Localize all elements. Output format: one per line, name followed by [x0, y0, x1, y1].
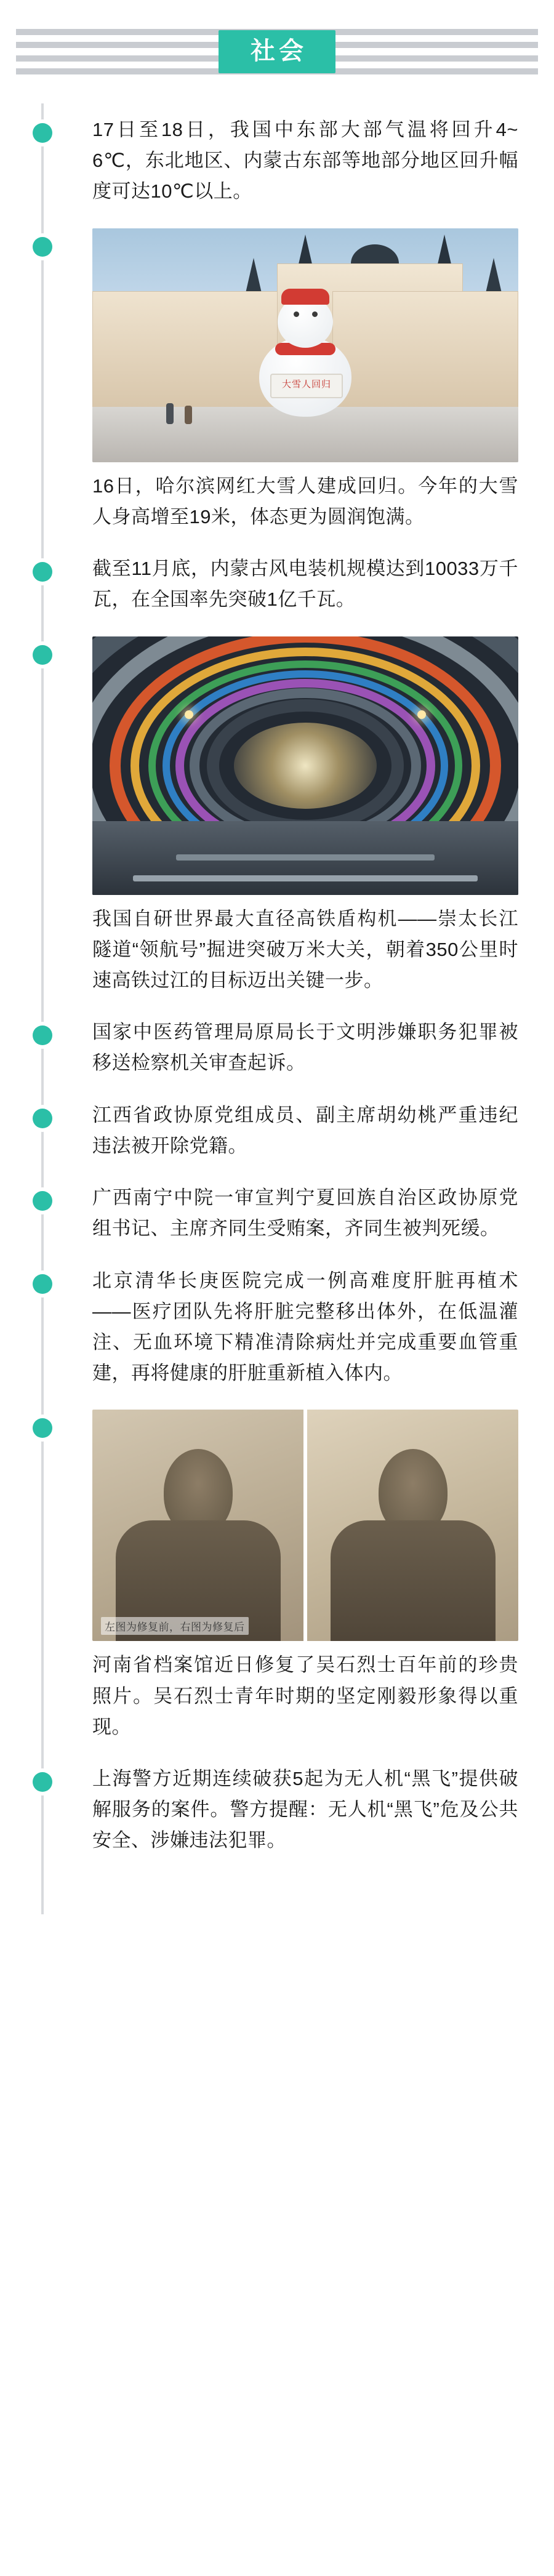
news-text: 河南省档案馆近日修复了吴石烈士百年前的珍贵照片。吴石烈士青年时期的坚定刚毅形象得以重现。	[92, 1654, 518, 1738]
list-item	[0, 636, 554, 997]
snowman-hat	[281, 289, 329, 305]
news-text: 16日，哈尔滨网红大雪人建成回归。今年的大雪人身高增至19米，体态更为圆润饱满。	[92, 475, 518, 528]
list-item	[0, 1017, 554, 1078]
harbin-snowman-image	[92, 228, 518, 462]
timeline-dot-icon	[33, 562, 52, 582]
list-item	[0, 1182, 554, 1244]
news-text: 截至11月底，内蒙古风电装机规模达到10033万千瓦，在全国率先突破1亿千瓦。	[92, 558, 518, 611]
list-item	[0, 1100, 554, 1162]
snowman-sign-text: 大雪人回归	[270, 374, 343, 398]
list-item	[0, 228, 554, 532]
snowman-illustration	[259, 296, 351, 417]
timeline-dot-icon	[33, 1772, 52, 1792]
news-figure	[92, 228, 518, 532]
news-text: 我国自研世界最大直径高铁盾构机——崇太长江隧道“领航号”掘进突破万米大关，朝着350公里时速高铁过江的目标迈出关键一步。	[92, 907, 518, 991]
tunnel-image	[92, 636, 518, 895]
list-item	[0, 1763, 554, 1856]
snowman-eye	[312, 311, 318, 317]
tunnel-rail	[133, 875, 478, 881]
photo-after	[307, 1410, 518, 1641]
list-item	[0, 1410, 554, 1743]
timeline	[0, 103, 554, 1914]
timeline-dot-icon	[33, 1274, 52, 1294]
list-item	[0, 1266, 554, 1389]
building-right	[332, 291, 518, 409]
news-text: 上海警方近期连续破获5起为无人机“黑飞”提供破解服务的案件。警方提醒：无人机“黑飞”危及公共安全、涉嫌违法犯罪。	[92, 1768, 518, 1852]
tunnel-lamp-icon	[185, 710, 193, 719]
tunnel-vanishing-point	[234, 723, 377, 809]
photo-restoration-image	[92, 1410, 518, 1641]
news-figure	[92, 1410, 518, 1743]
news-text: 北京清华长庚医院完成一例高难度肝脏再植术——医疗团队先将肝脏完整移出体外，在低温灌注、无血环境下精准清除病灶并完成重要血管重建，再将健康的肝脏重新植入体内。	[92, 1269, 518, 1384]
timeline-dot-icon	[33, 1191, 52, 1211]
page-header	[0, 0, 554, 103]
building-left	[92, 291, 278, 409]
news-text: 广西南宁中院一审宣判宁夏回族自治区政协原党组书记、主席齐同生受贿案，齐同生被判死缓。	[92, 1187, 518, 1240]
news-text: 国家中医药管理局原局长于文明涉嫌职务犯罪被移送检察机关审查起诉。	[92, 1021, 518, 1074]
timeline-dot-icon	[33, 1418, 52, 1438]
news-text: 江西省政协原党组成员、副主席胡幼桃严重违纪违法被开除党籍。	[92, 1104, 518, 1157]
photo-pair	[92, 1410, 518, 1641]
photo-note: 左图为修复前，右图为修复后	[101, 1617, 249, 1635]
tunnel-lamp-icon	[417, 710, 426, 719]
timeline-dot-icon	[33, 1109, 52, 1128]
list-item	[0, 114, 554, 207]
snowman-eye	[294, 311, 299, 317]
portrait-body	[331, 1520, 496, 1641]
photo-before	[92, 1410, 303, 1641]
news-text: 17日至18日，我国中东部大部气温将回升4~6℃，东北地区、内蒙古东部等地部分地区回升幅度可达10℃以上。	[92, 119, 518, 203]
timeline-dot-icon	[33, 123, 52, 143]
timeline-dot-icon	[33, 237, 52, 257]
page-title: 社会	[219, 30, 335, 73]
news-figure	[92, 636, 518, 997]
list-item	[0, 553, 554, 615]
timeline-dot-icon	[33, 1025, 52, 1045]
person-figure	[166, 403, 174, 424]
person-figure	[185, 406, 192, 424]
timeline-dot-icon	[33, 645, 52, 665]
tunnel-rail	[176, 854, 435, 861]
